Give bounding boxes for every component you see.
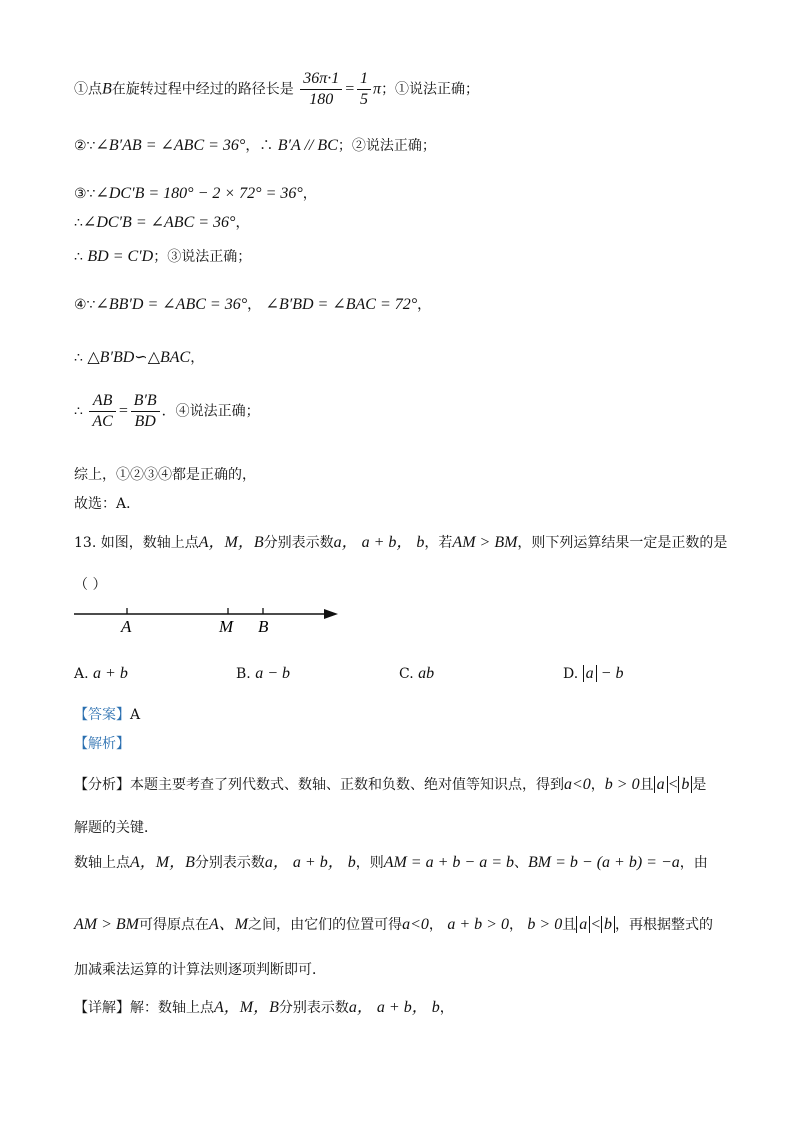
item4-l2-suffix: ，: [190, 350, 205, 366]
item4-line1: [74, 295, 431, 315]
analysis-tag: [74, 734, 130, 754]
item2-line: [74, 136, 436, 156]
item1-line: [74, 70, 479, 109]
fenxi-tag: 【分析】: [74, 777, 130, 793]
p2-text1: 可得原点在: [139, 917, 209, 933]
fenxi-abs1: a: [654, 776, 668, 793]
p1-text1: 数轴上点: [74, 855, 130, 871]
fenxi-c2: b > 0: [604, 776, 640, 793]
p1-formula1: AM = a + b − a = b: [383, 854, 514, 871]
item2-formula2: B′A // BC: [277, 137, 338, 154]
q13-line2: （ ）: [74, 577, 107, 593]
summary: 综上，①②③④都是正确的，: [74, 467, 256, 483]
item4-frac2-num: B′B: [131, 392, 160, 412]
item3-l3-formula: BD = C′D: [87, 248, 154, 265]
item4-line2: [74, 348, 204, 368]
item2-formula: ∠B′AB = ∠ABC = 36°: [95, 137, 246, 154]
fenxi-line1: [74, 775, 706, 795]
item4-line3: [74, 392, 260, 431]
q13-points: A，M，B: [198, 534, 264, 551]
item1-eq: =: [344, 80, 356, 98]
item1-frac2: [357, 70, 371, 109]
item4-l1-formula2: ∠B′BD = ∠BAC = 72°: [265, 296, 418, 313]
item4-frac1-den: AC: [92, 413, 113, 430]
p1-text2: 分别表示数: [194, 855, 265, 871]
option-d-expr: − b: [596, 665, 624, 682]
detail-text2: 分别表示数: [278, 1000, 349, 1016]
p2-abs2: b: [601, 916, 615, 933]
item4-frac2-den: BD: [134, 413, 156, 430]
q13-text4: ，则下列运算结果一定是正数的是: [517, 535, 728, 551]
detail-nums: a， a + b， b: [348, 999, 440, 1016]
item4-frac2: [131, 392, 160, 431]
p1-formula2: BM = b − (a + b) = −a: [528, 854, 680, 871]
item3-l1-prefix: ③∵: [74, 186, 96, 202]
p2-c2: a + b > 0: [447, 916, 509, 933]
item3-line1: [74, 184, 317, 204]
p1-text3: ，则: [355, 855, 384, 871]
item3-line2: [74, 213, 249, 233]
item3-l3-prefix: ∴: [74, 249, 83, 265]
item4-l1-suffix: ，: [417, 297, 432, 313]
option-c-letter: C.: [399, 666, 414, 682]
item1-frac2-num: 1: [357, 70, 371, 90]
fenxi-and: 且: [639, 777, 654, 793]
p2-abs1: a: [576, 916, 590, 933]
option-d: [563, 664, 623, 684]
item1-text: 在旋转过程中经过的路径长是: [111, 81, 294, 98]
item4-l2-formula: △B′BD∽△BAC: [87, 349, 191, 366]
item3-l2-suffix: ，: [235, 215, 250, 231]
option-b: [236, 664, 290, 684]
item3-l2-formula: ∠DC′B = ∠ABC = 36°: [82, 214, 236, 231]
item4-l1-mid: ，: [247, 297, 262, 313]
option-a-letter: A.: [74, 666, 89, 682]
q13-text3: ，若: [424, 535, 453, 551]
option-b-expr: a − b: [255, 665, 290, 682]
p1-points: A，M，B: [130, 854, 195, 871]
detail-tag: 【详解】: [74, 1000, 130, 1016]
item4-l2-prefix: ∴: [74, 350, 83, 366]
item2-suffix: ；②说法正确；: [337, 138, 436, 154]
p2-line2: 加减乘法运算的计算法则逐项判断即可．: [74, 962, 326, 978]
fenxi-lt: <: [667, 776, 679, 793]
p2-c1: a<0: [402, 916, 429, 933]
option-c-expr: ab: [418, 665, 435, 682]
item3-line3: [74, 247, 251, 267]
p1-nums: a， a + b， b: [264, 854, 356, 871]
option-c: [399, 664, 434, 684]
p2-and: 且: [562, 917, 577, 933]
fenxi-c1: a<0: [564, 776, 591, 793]
q13-text: 13. 如图，数轴上点: [74, 535, 199, 551]
q13-line1: [74, 533, 727, 553]
q13-nums: a， a + b， b: [333, 534, 425, 551]
p2-line1: AM > BM可得原点在A、M之间，由它们的位置可得a<0， a + b > 0， b > 0且 a < b ，再根据整式的: [74, 916, 713, 933]
item1-frac1-den: 180: [309, 91, 334, 108]
item3-l1-formula: ∠DC′B = 180° − 2 × 72° = 36°: [95, 185, 303, 202]
detail-points: A，M，B: [214, 999, 279, 1016]
choice: 故选：A．: [74, 496, 141, 512]
fenxi-end: 是: [692, 777, 707, 793]
item2-mid: ，∴: [245, 138, 274, 154]
axis-label-a: A: [121, 617, 132, 636]
item4-l3-suffix: ．④说法正确；: [161, 403, 260, 420]
item1-suffix: ；①说法正确；: [381, 81, 480, 98]
item4-frac1: [89, 392, 115, 431]
item1-frac1-num: 36π·1: [300, 70, 342, 90]
fenxi-text: 本题主要考查了列代数式、数轴、正数和负数、绝对值等知识点，得到: [130, 777, 564, 793]
item1-pi: π: [373, 80, 382, 98]
detail-end: ，: [439, 1000, 454, 1016]
answer-line: [74, 705, 140, 725]
axis-label-m: M: [219, 617, 234, 636]
item2-prefix: ②∵: [74, 138, 96, 154]
p2-end: ，再根据整式的: [615, 917, 713, 933]
item4-frac1-num: AB: [89, 392, 115, 412]
q13-cond: AM > BM: [452, 534, 518, 551]
item3-l3-suffix: ；③说法正确；: [153, 249, 252, 265]
q13-text2: 分别表示数: [263, 535, 334, 551]
fenxi-sep: ，: [590, 777, 605, 793]
p1-end: ，由: [679, 855, 708, 871]
item1-prefix: ①点: [74, 81, 102, 98]
item4-l1-prefix: ④∵: [74, 297, 96, 313]
p1-sep: 、: [514, 855, 528, 871]
detail-line: [74, 998, 454, 1018]
item1-point: B: [102, 80, 112, 98]
option-a-expr: a + b: [93, 665, 128, 682]
p2-text2: 之间，由它们的位置可得: [248, 917, 403, 933]
p2-c3: b > 0: [527, 916, 563, 933]
option-d-letter: D.: [563, 666, 579, 682]
answer-tag: 【答案】: [74, 707, 130, 723]
fenxi-abs2: b: [678, 776, 692, 793]
item3-l2-prefix: ∴: [74, 215, 83, 231]
answer-value: A: [130, 707, 141, 723]
number-line-figure: [0, 598, 800, 638]
item1-frac1: [300, 70, 342, 109]
p1-line: [74, 853, 708, 873]
p2-lt: <: [590, 916, 601, 933]
p2-formula1: AM > BM: [74, 916, 139, 933]
detail-text1: 解：数轴上点: [130, 1000, 214, 1016]
item3-l1-suffix: ，: [302, 186, 317, 202]
item4-eq: =: [117, 402, 129, 420]
option-a: [74, 664, 128, 684]
number-line-arrow: [324, 609, 338, 619]
p2-points: A、M: [209, 916, 249, 933]
analysis-label: 【解析】: [74, 736, 130, 752]
axis-label-b: B: [258, 617, 269, 636]
item1-frac2-den: 5: [360, 91, 369, 108]
option-d-abs: a: [583, 665, 597, 682]
item4-l3-prefix: ∴: [74, 403, 83, 420]
option-b-letter: B.: [236, 666, 251, 682]
fenxi-line2: 解题的关键．: [74, 820, 158, 836]
item4-l1-formula: ∠BB′D = ∠ABC = 36°: [95, 296, 248, 313]
